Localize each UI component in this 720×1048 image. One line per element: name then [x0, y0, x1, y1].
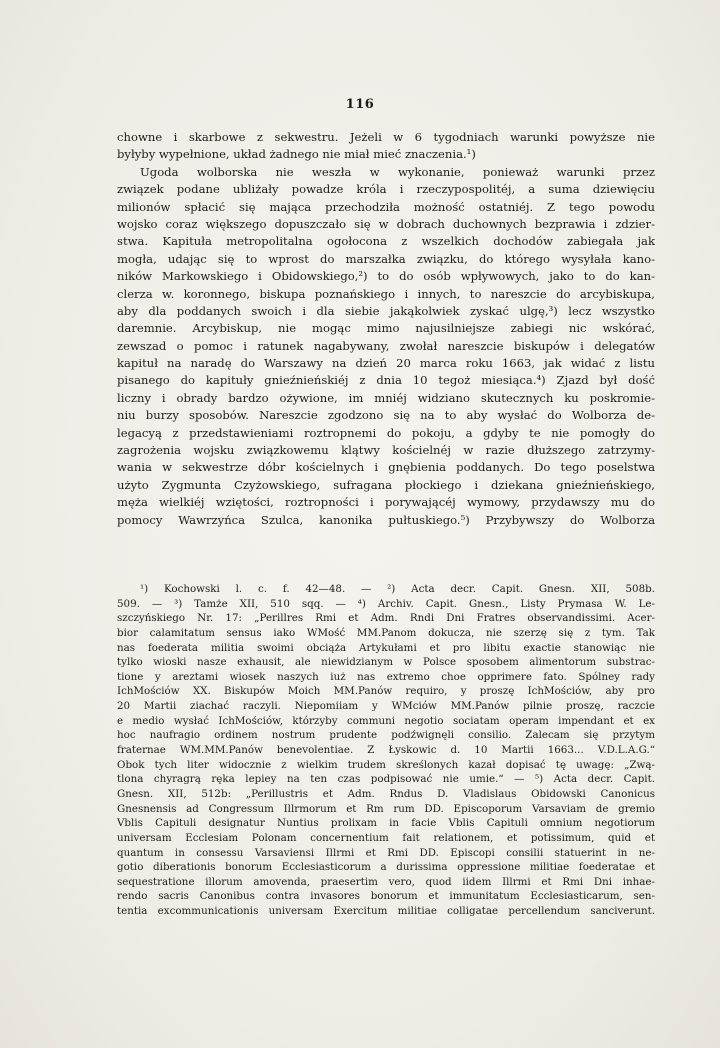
- footnote-line: rendo sacris Canonibus contra invasores bonorum et immunitatum Ecclesiasticarum, sen-: [117, 890, 655, 903]
- text-line: pomocy Wawrzyńca Szulca, kanonika pułtuskiego.⁵) Przybywszy do Wolborza: [117, 512, 655, 527]
- text-line: zagrożenia wojsku związkowemu klątwy kościelnéj w razie dłuższego zatrzymy-: [117, 443, 655, 458]
- text-line: niu burzy sposobów. Nareszcie zgodzono się na to aby wysłać do Wolborza de-: [117, 408, 655, 423]
- footnotes: [117, 582, 655, 919]
- footnote-line: 509. — ³) Tamże XII, 510 sqq. — ⁴) Archiv. Capit. Gnesn., Listy Prymasa W. Le-: [117, 597, 655, 610]
- footnote-line: nas foederata militia swoimi obciąża Artykułami et pro libitu exactie stanowiąc nie: [117, 641, 655, 654]
- footnote-line: Obok tych liter widocznie z wielkim trudem skreślonych kazał dopisać tę uwagę: „Zwą-: [117, 758, 655, 771]
- text-line: zewszad o pomoc i ratunek nagabywany, zwołał nareszcie biskupów i delegatów: [117, 338, 655, 353]
- footnote-line: tione y areztami wiosek naszych iuż nas extremo choe opprimere fato. Spólney rady: [117, 670, 655, 683]
- text-line: mogła, udając się to wprost do marszałka związku, do którego wysyłała kano-: [117, 251, 655, 266]
- footnote-line: hoc naufragio ordinem nostrum prudente podźwignęli consilio. Zalecam się przytym: [117, 729, 655, 742]
- text-line: związek podane ubliżały powadze króla i rzeczypospolitéj, a suma dziewięciu: [117, 182, 655, 197]
- footnote-line: IchMościów XX. Biskupów Moich MM.Panów requiro, y proszę IchMościów, aby pro: [117, 685, 655, 698]
- text-line: ników Markowskiego i Obidowskiego,²) to do osób wpływowych, jako to do kan-: [117, 269, 655, 284]
- footnote-line: bior calamitatum sensus iako WMość MM.Panom dokucza, nie szerzę się z tym. Tak: [117, 626, 655, 639]
- footnote-line: ¹) Kochowski l. c. f. 42—48. — ²) Acta decr. Capit. Gnesn. XII, 508b.: [140, 583, 655, 595]
- text-line: stwa. Kapituła metropolitalna ogołocona z wszelkich dochodów zabiegała jak: [117, 234, 655, 249]
- text-line: wania w sekwestrze dóbr kościelnych i gnębienia poddanych. Do tego poselstwa: [117, 460, 655, 475]
- footnote-line: Gnesnensis ad Congressum Illrmorum et Rm rum DD. Episcoporum Varsaviam de gremio: [117, 802, 655, 815]
- footnote-line: tentia excommunicationis universam Exercitum militiae colligatae percellendum sanciverunt.: [117, 905, 655, 918]
- text-line: daremnie. Arcybiskup, nie mogąc mimo najusilniejsze zabiegi nic wskórać,: [117, 321, 655, 336]
- text-line: clerza w. koronnego, biskupa poznańskiego i innych, to nareszcie do arcybiskupa,: [117, 286, 655, 301]
- text-line: liczny i obrady bardzo ożywione, im mniéj widziano skutecznych ku poskromie-: [117, 390, 655, 405]
- text-line: milionów spłacić się mająca przechodziła możność ostatniéj. Z tego powodu: [117, 199, 655, 214]
- page-number: 116: [345, 97, 375, 112]
- text-line: pisanego do kapituły gnieźnieńskiéj z dnia 10 tegoż miesiąca.⁴) Zjazd był dość: [117, 373, 655, 388]
- text-line: użyto Zygmunta Czyżowskiego, sufragana płockiego i dziekana gnieźnieńskiego,: [117, 477, 655, 492]
- footnote-line: 20 Martii ziachać raczyli. Niepomiiam y WMciów MM.Panów pilnie proszę, raczcie: [117, 700, 655, 713]
- main-text: [117, 129, 655, 529]
- footnote-line: Gnesn. XII, 512b: „Perillustris et Adm. Rndus D. Vladislaus Obidowski Canonicus: [117, 787, 655, 800]
- footnote-line: gotio diberationis bonorum Ecclesiasticorum a durissima oppressione militiae foederatae et: [117, 861, 655, 874]
- footnote-line: tylko wioski nasze exhausit, ale niewidzianym w Polsce sposobem alimentorum substrac-: [117, 656, 655, 669]
- text-line: wojsko coraz większego dopuszczało się w dobrach duchownych bezprawia i zdzier-: [117, 216, 655, 231]
- footnote-line: tlona chyragrą ręka lepiey na ten czas podpisować nie umie.“ — ⁵) Acta decr. Capit.: [117, 773, 655, 786]
- text-line: męża wielkiéj wziętości, roztropności i porywającéj wymowy, przydawszy mu do: [117, 495, 655, 510]
- text-line: kapituł na naradę do Warszawy na dzień 20 marca roku 1663, jak widać z listu: [117, 356, 655, 371]
- footnote-line: e medio wysłać IchMościów, którzyby communi negotio sociatam operam impendant et ex: [117, 714, 655, 727]
- text-line: chowne i skarbowe z sekwestru. Jeżeli w 6 tygodniach warunki powyższe nie: [117, 130, 655, 144]
- footnote-line: sequestratione illorum amovenda, praesertim vero, quod iidem Illrmi et Rmi Dni inhae-: [117, 875, 655, 888]
- text-line: Ugoda wolborska nie weszła w wykonanie, ponieważ warunki przez: [140, 164, 655, 179]
- footnote-line: fraternae WM.MM.Panów benevolentiae. Z Łyskowic d. 10 Martii 1663... V.D.L.A.G.“: [117, 744, 655, 757]
- text-line: legacyą z przedstawieniami roztropnemi do pokoju, a gdyby te nie pomogły do: [117, 425, 655, 440]
- text-line: aby dla poddanych swoich i dla siebie jakąkolwiek zyskać ulgę,³) lecz wszystko: [117, 303, 655, 318]
- text-line: byłyby wypełnione, układ żadnego nie miał mieć znaczenia.¹): [117, 147, 476, 162]
- footnote-line: szczyńskiego Nr. 17: „Perillres Rmi et Adm. Rndi Dni Fratres observandissimi. Acer-: [117, 612, 655, 625]
- footnote-line: quantum in consessu Varsaviensi Illrmi et Rmi DD. Episcopi consilii statuerint in ne-: [117, 846, 655, 859]
- footnote-line: universam Ecclesiam Polonam concernentium fait relationem, et potissimum, quid et: [117, 831, 655, 844]
- footnote-line: Vblis Capituli designatur Nuntius prolixam in facie Vblis Capituli omnium negotiorum: [117, 817, 655, 830]
